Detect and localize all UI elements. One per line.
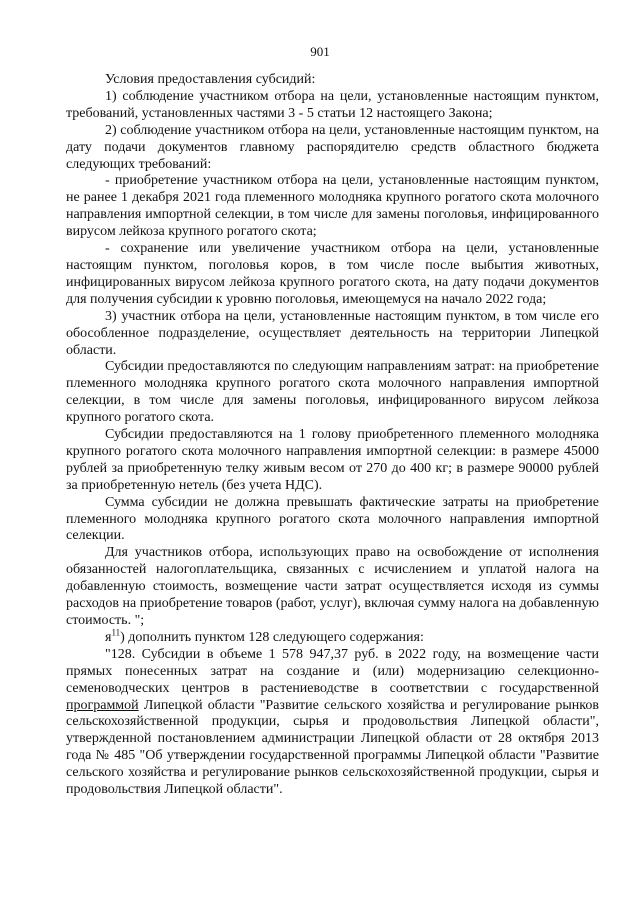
amendment-superscript: 11 bbox=[111, 627, 121, 638]
paragraph-conditions-heading: Условия предоставления субсидий: bbox=[105, 72, 316, 87]
paragraph-requirement-herd: - сохранение или увеличение участником отбора на цели, установленные настоящим пунктом, поголовья коров, в том числе после выбытия животных, инфицированных вирусом лейкоза крупного рогатого скота, на дату подачи документов для получения субсидии к уровню поголовья, имеющемуся на начало 2022 года; bbox=[66, 241, 599, 307]
paragraph-condition-2: 2) соблюдение участником отбора на цели, установленные настоящим пунктом, на дату подачи документов главному распорядителю средств областного бюджета следующих требований: bbox=[66, 122, 599, 172]
program-link[interactable]: программой bbox=[66, 697, 139, 713]
paragraph-expense-directions: Субсидии предоставляются по следующим направлениям затрат: на приобретение племенного молодняка крупного рогатого скота молочного направления импортной селекции, в том числе для замены поголовья, инфицированного вирусом лейкоза крупного рогатого скота. bbox=[66, 359, 599, 426]
amendment-letter: я bbox=[105, 629, 112, 645]
paragraph-requirement-purchase: - приобретение участником отбора на цели, установленные настоящим пунктом, не ранее 1 декабря 2021 года племенного молодняка крупного рогатого скота молочного направления импортной селекции, в том числе для замены поголовья, инфицированного вирусом лейкоза крупного рогатого скота; bbox=[66, 173, 599, 240]
item-128-text-start: "128. Субсидии в объеме 1 578 947,37 руб. в 2022 году, на возмещение части прямых понесенных затрат на создание и (или) модернизацию селекционно-семеноводческих центров в растениеводстве в соответствии с государственной bbox=[66, 646, 599, 696]
paragraph-amendment bbox=[66, 627, 599, 647]
paragraph-condition-3: 3) участник отбора на цели, установленные настоящим пунктом, в том числе его обособленное подразделение, осуществляет деятельность на территории Липецкой области. bbox=[66, 308, 599, 358]
item-128-text-end: Липецкой области "Развитие сельского хозяйства и регулирование рынков сельскохозяйственной продукции, сырья и продовольствия Липецкой области", утвержденной постановлением администрации Липецкой области от 28 октября 2013 года № 485 "Об утверждении государственной программы Липецкой области "Развитие сельского хозяйства и регулирование рынков сельскохозяйственной продукции, сырья и продовольствия Липецкой области". bbox=[66, 697, 599, 798]
paragraph-subsidy-rates: Субсидии предоставляются на 1 голову приобретенного племенного молодняка крупного рогатого скота молочного направления импортной селекции: в размере 45000 рублей за приобретенную телку живым весом от 270 до 400 кг; в размере 90000 рублей за приобретенную нетель (без учета НДС). bbox=[66, 427, 599, 493]
paragraph-vat-exemption: Для участников отбора, использующих право на освобождение от исполнения обязанностей налогоплательщика, связанных с исчислением и уплатой налога на добавленную стоимость, возмещение части затрат осуществляется исходя из суммы расходов на приобретение товаров (работ, услуг), включая сумму налога на добавленную стоимость. "; bbox=[66, 545, 599, 628]
paragraph-item-128 bbox=[66, 647, 599, 799]
amendment-text: ) дополнить пунктом 128 следующего содержания: bbox=[120, 629, 424, 645]
document-body bbox=[66, 72, 599, 799]
page-number: 901 bbox=[310, 44, 330, 59]
paragraph-condition-1: 1) соблюдение участником отбора на цели, установленные настоящим пунктом, требований, установленных частями 3 - 5 статьи 12 настоящего Закона; bbox=[66, 88, 599, 121]
paragraph-subsidy-limit: Сумма субсидии не должна превышать фактические затраты на приобретение племенного молодняка крупного рогатого скота молочного направления импортной селекции. bbox=[66, 494, 599, 544]
